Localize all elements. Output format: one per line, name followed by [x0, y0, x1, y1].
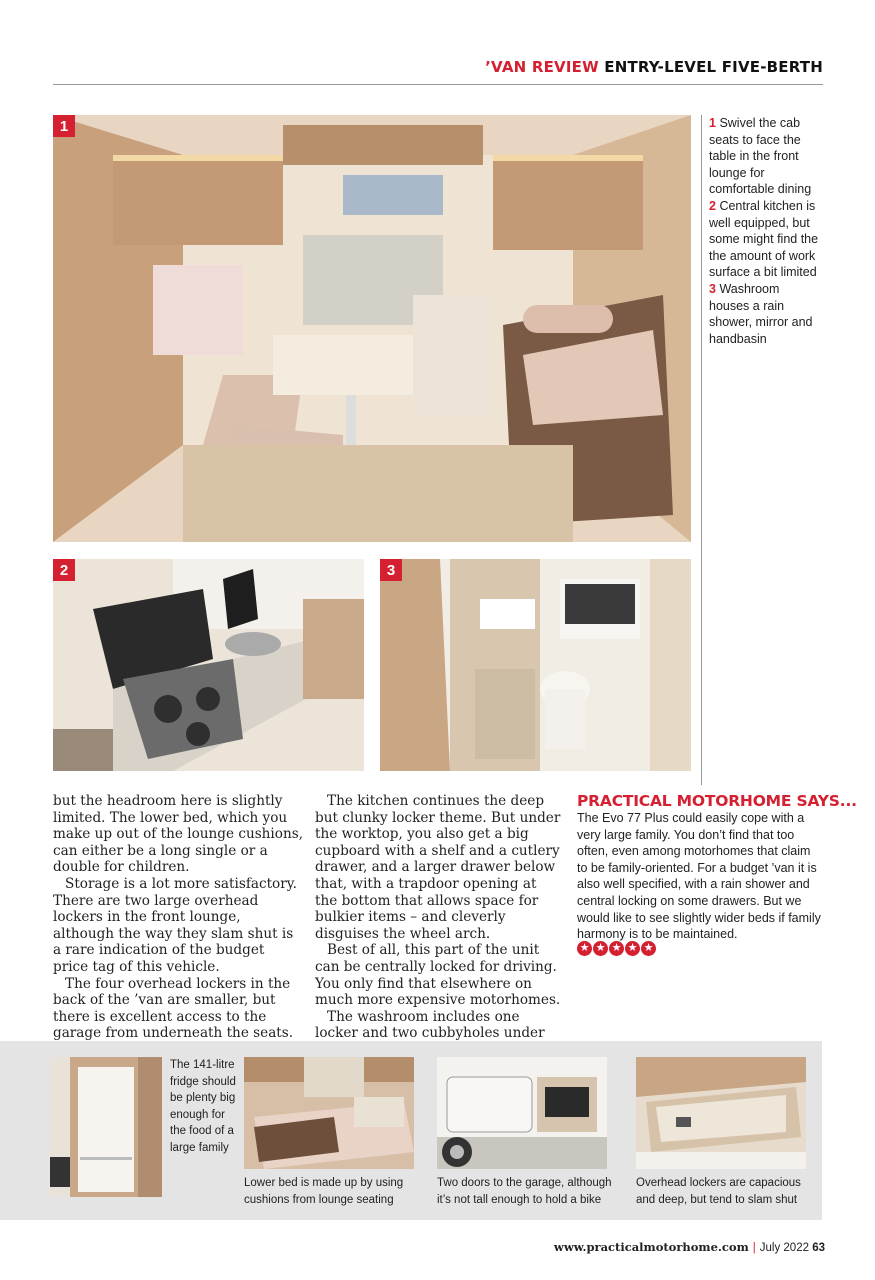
article-column-1 — [53, 793, 303, 1075]
caption-3-number: 3 — [709, 281, 716, 296]
star-icon: ★ — [593, 941, 608, 956]
overhead-lockers-photo — [636, 1057, 806, 1169]
caption-3-text: Washroom houses a rain shower, mirror and handbasin — [709, 281, 813, 346]
photo-captions — [709, 115, 819, 347]
header-divider — [53, 84, 823, 85]
star-icon: ★ — [641, 941, 656, 956]
footer-url[interactable]: www.practicalmotorhome.com — [553, 1240, 749, 1254]
kitchen-photo — [53, 559, 364, 771]
star-icon: ★ — [625, 941, 640, 956]
footer-separator: | — [752, 1242, 756, 1254]
article-paragraph: The four overhead lockers in the back of the ’van are smaller, but there is excellent access to the garage from underneath the seats. — [53, 975, 294, 1042]
section-label: ’VAN REVIEW — [485, 58, 599, 76]
lower-bed-caption: Lower bed is made up by using cushions from lounge seating — [244, 1177, 404, 1206]
caption-2-number: 2 — [709, 198, 716, 213]
photo-1-badge: 1 — [53, 115, 75, 137]
caption-1-text: Swivel the cab seats to face the table in the front lounge for comfortable dining — [709, 116, 812, 197]
section-subtitle: ENTRY-LEVEL FIVE-BERTH — [604, 58, 823, 76]
lower-bed-photo — [244, 1057, 414, 1169]
article-paragraph: The kitchen continues the deep but clunky locker theme. But under the worktop, you also get a big cupboard with a shelf and a cutlery drawer, and a larger drawer below that, with a trapdoor opening at the bottom that allows space for bulkier items – and cleverly disguises the wheel arch. — [315, 793, 561, 942]
fridge-caption: The 141-litre fridge should be plenty big enough for the food of a large family — [170, 1059, 236, 1154]
footer-issue: July 2022 — [759, 1242, 809, 1254]
star-icon: ★ — [609, 941, 624, 956]
caption-1-number: 1 — [709, 116, 716, 130]
star-rating — [577, 941, 656, 956]
washroom-photo — [380, 559, 691, 771]
caption-2-text: Central kitchen is well equipped, but some might find the the amount of work surface a bit limited — [709, 198, 819, 280]
section-header — [485, 58, 823, 76]
article-paragraph: Best of all, this part of the unit can be centrally locked for driving. You only find that elsewhere on much more expensive motorhomes. — [315, 942, 561, 1009]
photo-2-badge: 2 — [53, 559, 75, 581]
star-icon: ★ — [577, 941, 592, 956]
garage-caption: Two doors to the garage, although it’s not tall enough to hold a bike — [437, 1177, 612, 1206]
article-paragraph: The washroom includes one locker and two cubbyholes under — [315, 1008, 545, 1042]
fridge-photo — [50, 1057, 162, 1197]
page-number: 63 — [812, 1242, 825, 1254]
garage-photo — [437, 1057, 607, 1169]
caption-divider — [701, 115, 702, 785]
article-paragraph: Storage is a lot more satisfactory. There are two large overhead lockers in the front lounge, although the way they slam shut is a rare indication of the budget price tag of this vehicle. — [53, 875, 297, 975]
lounge-photo — [53, 115, 691, 542]
verdict-text: The Evo 77 Plus could easily cope with a very large family. You don’t find that too often, even among motorhomes that claim to be family-oriented. For a budget ’van it is also well specified, with a rain shower and central locking on some drawers. But we would like to see slightly wider beds if family harmony is to be maintained. — [577, 811, 821, 942]
article-column-2 — [315, 793, 562, 1059]
photo-3-badge: 3 — [380, 559, 402, 581]
article-paragraph: but the headroom here is slightly limited. The lower bed, which you make up out of the lounge cushions, can either be a long single or a double for children. — [53, 793, 304, 876]
verdict-heading: PRACTICAL MOTORHOME SAYS... — [577, 792, 857, 810]
page-footer — [554, 1240, 825, 1254]
overhead-lockers-caption: Overhead lockers are capacious and deep, but tend to slam shut — [636, 1177, 801, 1206]
